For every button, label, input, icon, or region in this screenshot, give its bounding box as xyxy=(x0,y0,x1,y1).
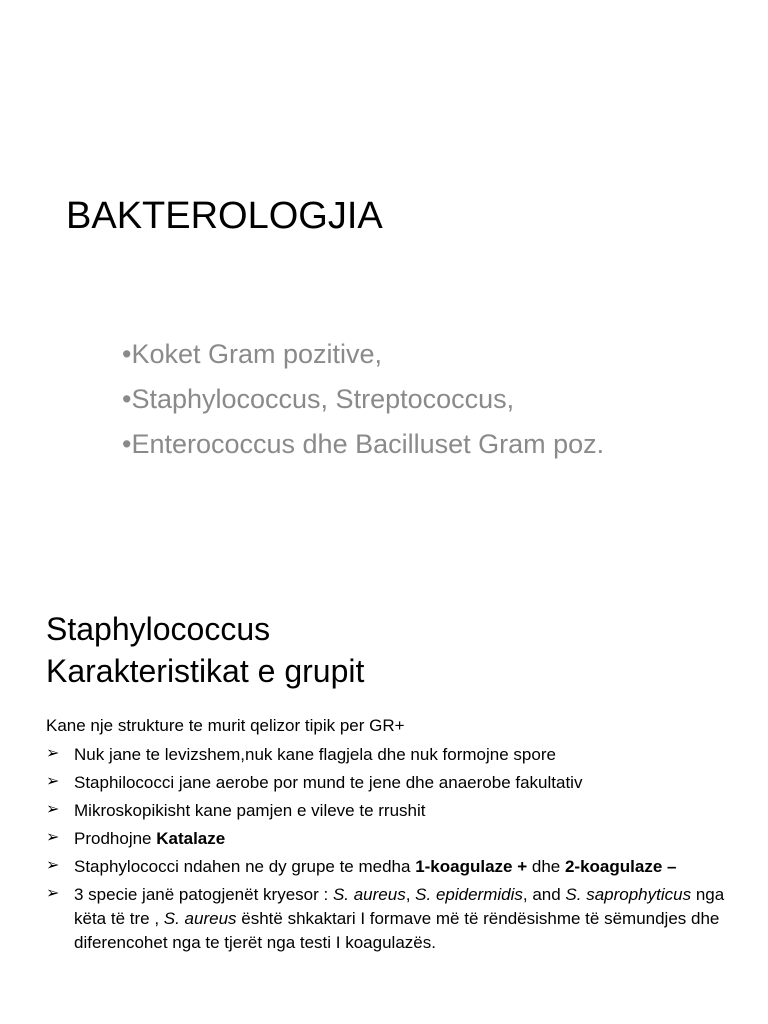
list-item xyxy=(46,771,736,795)
list-item-bold: 2-koagulaze – xyxy=(564,857,677,876)
intro-text: Kane nje strukture te murit qelizor tipik per GR+ xyxy=(46,716,405,735)
arrow-bullet-icon: ➢ xyxy=(46,745,60,762)
list-item xyxy=(46,743,736,767)
slide-title: BAKTEROLOGJIA xyxy=(66,195,383,237)
slide-bullet-list xyxy=(122,332,604,467)
arrow-bullet-icon: ➢ xyxy=(46,773,60,790)
species-name: S. epidermidis xyxy=(415,885,523,904)
list-item-text: 3 specie janë patogjenët kryesor : xyxy=(74,885,333,904)
list-item-text: Nuk jane te levizshem,nuk kane flagjela dhe nuk formojne spore xyxy=(74,745,556,764)
species-name: S. aureus xyxy=(163,909,237,928)
slide-bullet-item: •Enterococcus dhe Bacilluset Gram poz. xyxy=(122,429,605,459)
slide-bullet-item: •Koket Gram pozitive, xyxy=(122,339,383,369)
list-item xyxy=(46,883,736,955)
list-item-text: , and xyxy=(522,885,566,904)
section-title-line1: Staphylococcus xyxy=(46,611,271,647)
list-item xyxy=(46,855,736,879)
arrow-bullet-icon: ➢ xyxy=(46,829,60,846)
characteristics-list xyxy=(46,743,736,959)
species-name: S. saprophyticus xyxy=(565,885,692,904)
section-title xyxy=(46,608,364,692)
arrow-bullet-icon: ➢ xyxy=(46,801,60,818)
list-item-bold: Katalaze xyxy=(156,829,226,848)
species-name: S. aureus xyxy=(332,885,406,904)
list-item-text: nga këta të tre , xyxy=(74,885,725,928)
list-item-text: Staphilococci jane aerobe por mund te jene dhe anaerobe fakultativ xyxy=(74,773,583,792)
list-item-bold: 1-koagulaze + xyxy=(415,857,528,876)
list-item-text: është shkaktari I formave më të rëndësishme të sëmundjes dhe diferencohet nga te tjerët nga testi I koagulazës. xyxy=(74,909,720,952)
list-item-text: Prodhojne xyxy=(74,829,157,848)
list-item-text: , xyxy=(405,885,416,904)
list-item-text: dhe xyxy=(527,857,565,876)
list-item-text: Staphylococci ndahen ne dy grupe te medha xyxy=(74,857,416,876)
arrow-bullet-icon: ➢ xyxy=(46,885,60,902)
list-item xyxy=(46,827,736,851)
section-title-line2: Karakteristikat e grupit xyxy=(46,653,365,689)
arrow-bullet-icon: ➢ xyxy=(46,857,60,874)
list-item-text: Mikroskopikisht kane pamjen e vileve te rrushit xyxy=(74,801,426,820)
list-item xyxy=(46,799,736,823)
slide-bullet-item: •Staphylococcus, Streptococcus, xyxy=(122,384,515,414)
